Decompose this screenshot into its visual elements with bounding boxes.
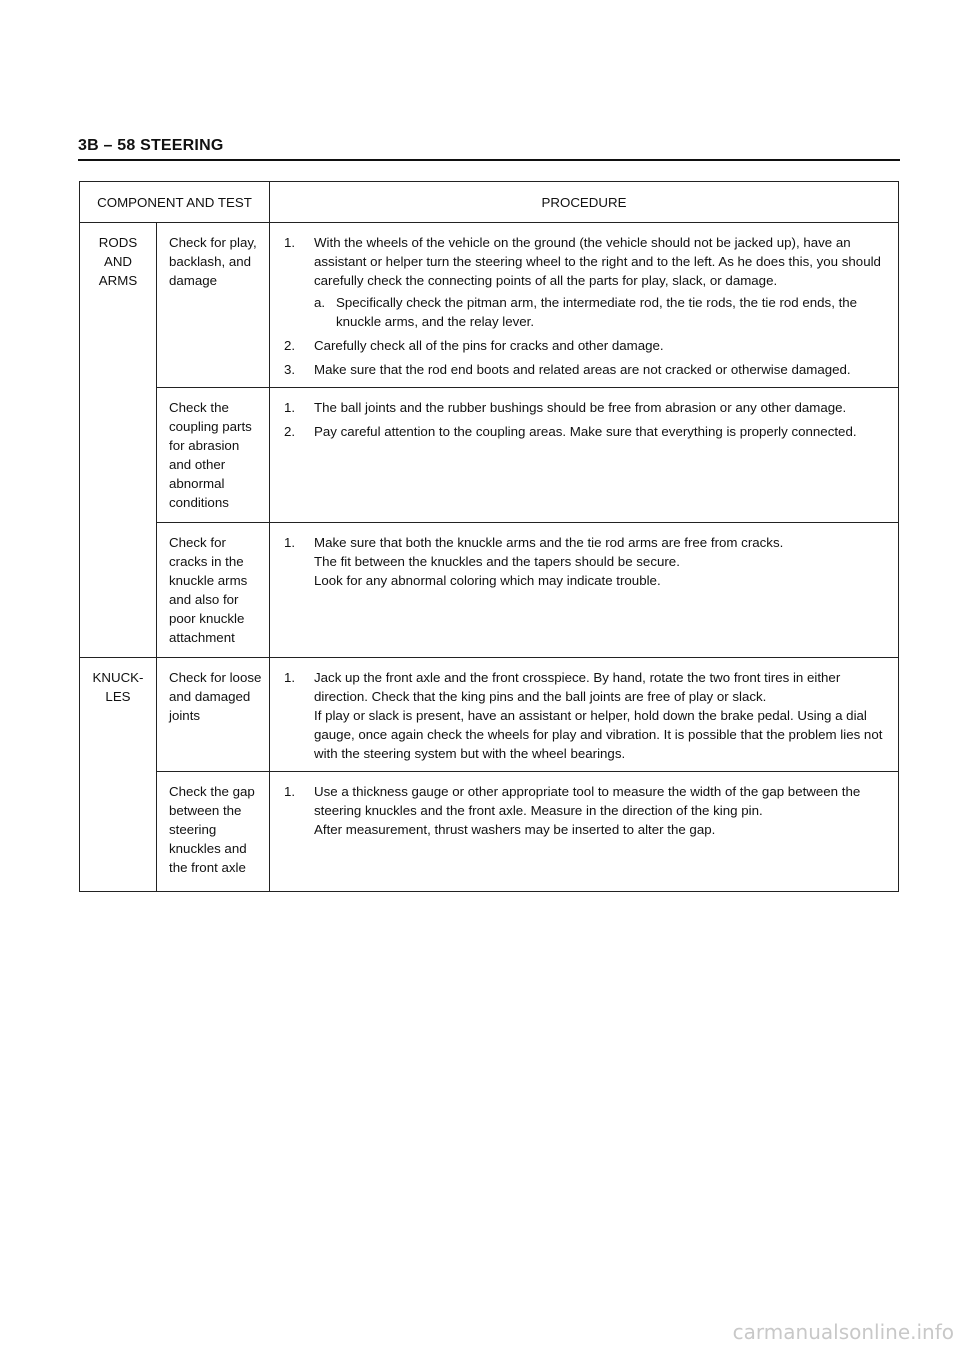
procedure-cell	[270, 658, 899, 772]
test-label: Check for cracks in the knuckle arms and also for poor knuckle attachment	[157, 523, 270, 658]
table-row	[80, 223, 899, 388]
header-rule	[78, 159, 900, 161]
table-header-row	[80, 182, 899, 223]
procedure-cell	[270, 772, 899, 892]
procedure-step: 1. Make sure that both the knuckle arms and the tie rod arms are free from cracks. The fit between the knuckles and the tapers should be secure. Look for any abnormal coloring which may indicate trouble.	[284, 535, 784, 588]
procedure-step: 1. Jack up the front axle and the front crosspiece. By hand, rotate the two front tires in either direction. Check that the king pins and the ball joints are free of play or slack. If play or slack is present, have an assistant or helper, hold down the brake pedal. Using a dial gauge, once again check the wheels for play and vibration. It is possible that the problem lies not with the steering system but with the wheel bearings.	[284, 670, 883, 761]
test-label: Check for loose and damaged joints	[157, 658, 270, 772]
procedure-step: 2. Pay careful attention to the coupling areas. Make sure that everything is properly connected.	[284, 424, 857, 439]
procedure-step: 2. Carefully check all of the pins for cracks and other damage.	[284, 338, 664, 353]
procedure-cell	[270, 223, 899, 388]
col-header-component: COMPONENT AND TEST	[80, 182, 270, 223]
watermark-text: carmanualsonline.info	[732, 1320, 954, 1344]
table-row	[80, 388, 899, 523]
table-row	[80, 772, 899, 892]
procedure-cell	[270, 388, 899, 523]
test-label: Check the gap between the steering knuckles and the front axle	[157, 772, 270, 892]
procedure-step: 1. Use a thickness gauge or other appropriate tool to measure the width of the gap between the steering knuckles and the front axle. Measure in the direction of the king pin. After measurement, thrust washers may be inserted to alter the gap.	[284, 784, 861, 837]
table-row	[80, 523, 899, 658]
col-header-procedure: PROCEDURE	[270, 182, 899, 223]
page-header	[78, 137, 900, 155]
procedure-substep: a. Specifically check the pitman arm, the intermediate rod, the tie rods, the tie rod ends, the knuckle arms, and the relay lever.	[314, 295, 858, 329]
procedure-step: 1. With the wheels of the vehicle on the ground (the vehicle should not be jacked up), have an assistant or helper turn the steering wheel to the right and to the left. As he does this, you should carefully check the connecting points of all the parts for play, slack, or damage. a. Specifically check the pitman arm, the intermediate rod, the tie rods, the tie rod ends, the knuckle arms, and the relay lever.	[284, 233, 886, 331]
table-row	[80, 658, 899, 772]
test-label: Check the coupling parts for abrasion and other abnormal conditions	[157, 388, 270, 523]
procedure-table	[79, 181, 899, 892]
page-title: 3B – 58 STEERING	[78, 137, 224, 154]
test-label: Check for play, backlash, and damage	[157, 223, 270, 388]
component-rods-and-arms: RODS AND ARMS	[80, 223, 157, 658]
component-knuckles: KNUCK- LES	[80, 658, 157, 892]
procedure-step: 1. The ball joints and the rubber bushings should be free from abrasion or any other damage.	[284, 400, 847, 415]
procedure-step: 3. Make sure that the rod end boots and related areas are not cracked or otherwise damaged.	[284, 362, 851, 377]
procedure-cell	[270, 523, 899, 658]
